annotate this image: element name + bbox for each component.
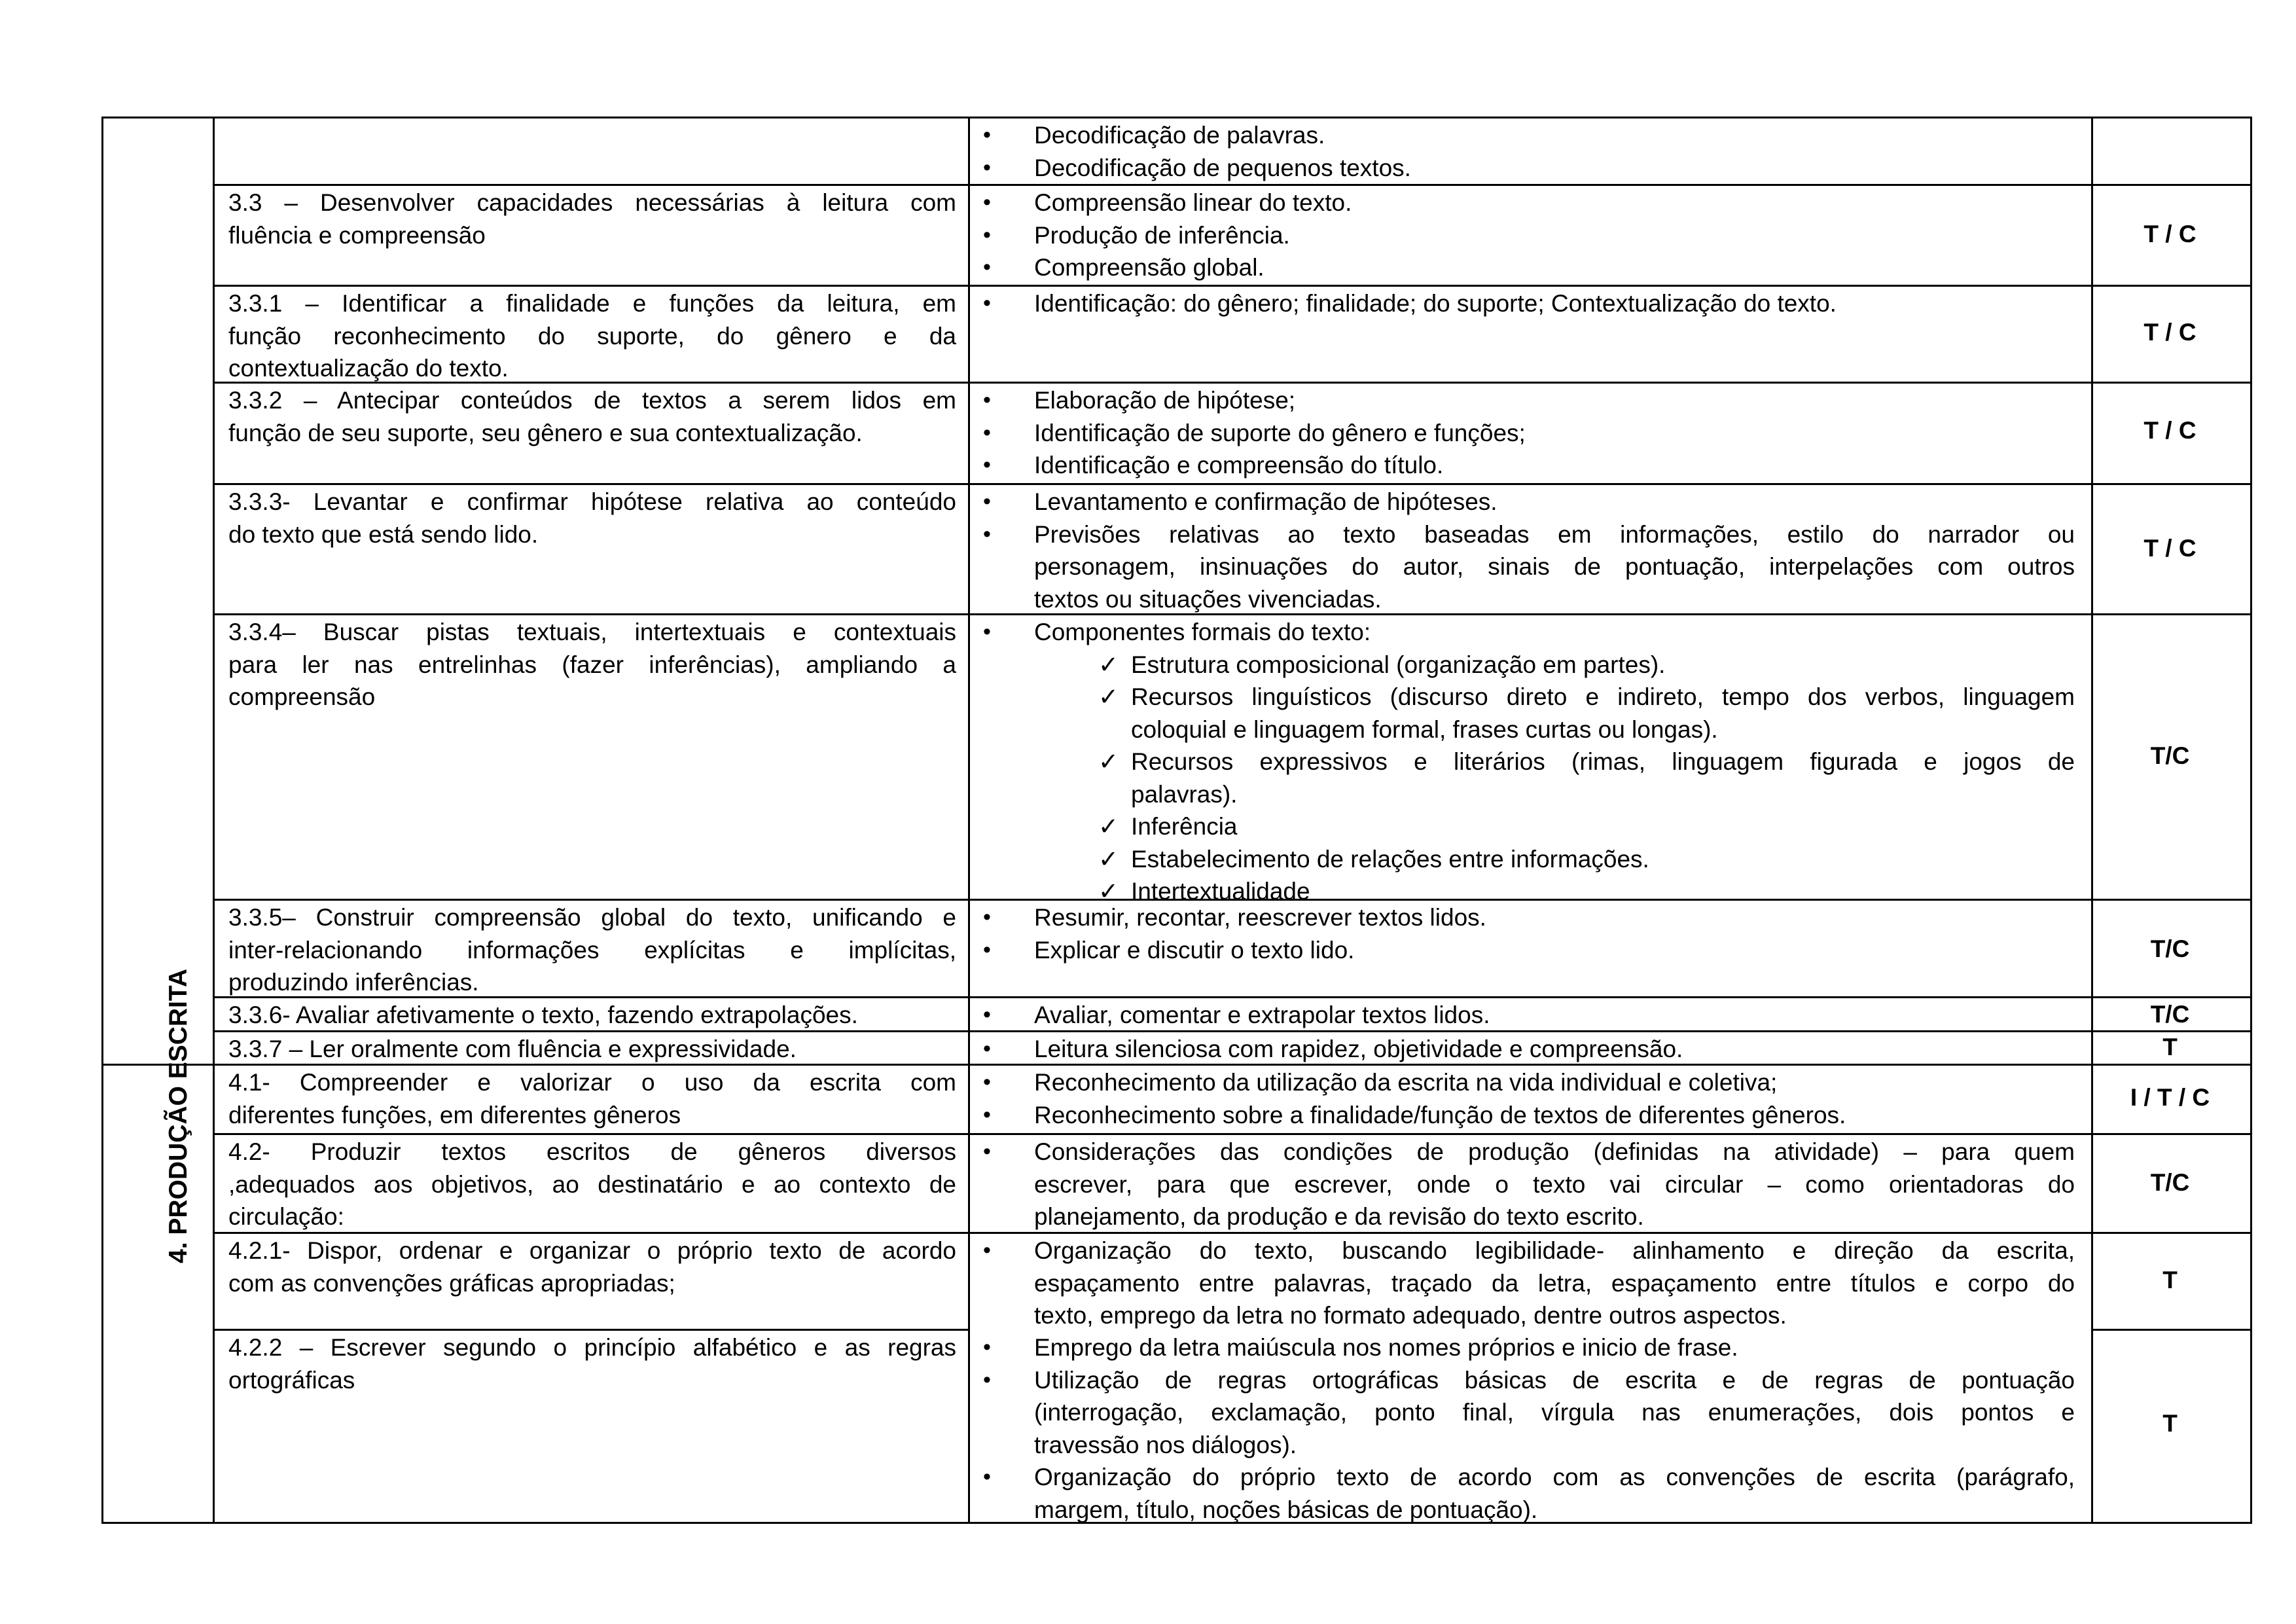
assessment-code: T [2162, 1410, 2178, 1437]
objective-line: fluência e compreensão [228, 221, 486, 249]
item-line: (interrogação, exclamação, ponto final, vírgula nas enumerações, dois pontos e [1034, 1399, 2075, 1426]
row-divider [213, 285, 2250, 287]
item-line [970, 746, 2075, 778]
bullet-item [970, 417, 2075, 450]
item-line: personagem, insinuações do autor, sinais de pontuação, interpelações com outros [1034, 553, 2075, 580]
item-text: Resumir, recontar, reescrever textos lidos. [1034, 904, 1486, 931]
item-text: Levantamento e confirmação de hipóteses. [1034, 488, 1498, 515]
objective-line: 3.3.7 – Ler oralmente com fluência e expressividade. [228, 1036, 797, 1062]
item-line [970, 384, 2075, 417]
objective-cell [228, 901, 956, 999]
bullet-icon: • [983, 122, 991, 147]
assessment-code: T / C [2144, 221, 2197, 247]
objective-cell [228, 999, 956, 1032]
item-text: Recursos expressivos e literários (rimas, linguagem figurada e jogos de [1131, 748, 2075, 775]
content-cell [970, 1136, 2075, 1233]
item-line: travessão nos diálogos). [1034, 1431, 1297, 1458]
item-line [970, 119, 2075, 152]
objective-line: ,adequados aos objetivos, ao destinatário e ao contexto de [228, 1170, 956, 1198]
bullet-item [970, 219, 2075, 252]
bullet-icon: • [983, 1070, 991, 1094]
checkmark-icon: ✓ [1098, 878, 1119, 905]
objective-line: produzindo inferências. [228, 969, 479, 996]
item-line [970, 1461, 2075, 1494]
table-border-top [101, 117, 2252, 118]
objective-line: 4.2.1- Dispor, ordenar e organizar o próprio texto de acordo [228, 1237, 956, 1264]
row-divider [213, 184, 2250, 186]
bullet-icon: • [983, 619, 991, 644]
item-text: Utilização de regras ortográficas básicas de escrita e de regras de pontuação [1034, 1366, 2075, 1394]
objective-cell [228, 287, 956, 385]
item-line [970, 649, 2075, 681]
item-text: Compreensão global. [1034, 254, 1265, 281]
objective-cell [228, 1033, 956, 1066]
item-text: Organização do texto, buscando legibilidade- alinhamento e direção da escrita, [1034, 1237, 2075, 1264]
item-text: Elaboração de hipótese; [1034, 387, 1296, 414]
assessment-code: T/C [2150, 935, 2190, 962]
bullet-icon: • [983, 489, 991, 514]
bullet-item [970, 187, 2075, 219]
bullet-icon: • [983, 452, 991, 477]
table-border-right [2250, 117, 2252, 1522]
content-cell [970, 901, 2075, 966]
checkmark-icon: ✓ [1098, 651, 1119, 678]
objective-line: para ler nas entrelinhas (fazer inferências), ampliando a [228, 651, 956, 678]
bullet-item [970, 1331, 2075, 1364]
content-cell [970, 999, 2075, 1032]
item-text: Componentes formais do texto: [1034, 619, 1371, 645]
bullet-icon: • [983, 291, 991, 316]
item-text: Identificação de suporte do gênero e funções; [1034, 419, 1526, 446]
item-text: Intertextualidade [1131, 878, 1310, 905]
assessment-code: T/C [2150, 1169, 2190, 1196]
table-border-left [101, 117, 103, 1522]
item-text: Estabelecimento de relações entre informações. [1131, 845, 1649, 873]
bullet-item [970, 287, 2075, 320]
section-label: 4. PRODUÇÃO ESCRITA [164, 969, 192, 1263]
bullet-item [970, 1461, 2075, 1526]
assessment-code: T [2162, 1267, 2178, 1293]
bullet-item [970, 1235, 2075, 1332]
bullet-item [970, 251, 2075, 284]
bullet-item [970, 1066, 2075, 1099]
content-cell [970, 287, 2075, 320]
item-line: escrever, para que escrever, onde o texto vai circular – como orientadoras do [1034, 1170, 2075, 1198]
objective-cell [228, 486, 956, 550]
content-cell [970, 187, 2075, 284]
item-text: Identificação e compreensão do título. [1034, 452, 1444, 478]
item-text: Estrutura composicional (organização em partes). [1131, 651, 1666, 678]
item-line [970, 934, 2075, 967]
assessment-code: T / C [2144, 319, 2197, 346]
item-line [970, 1136, 2075, 1168]
item-text: Leitura silenciosa com rapidez, objetividade e compreensão. [1034, 1036, 1683, 1062]
item-text: Decodificação de pequenos textos. [1034, 154, 1411, 181]
bullet-item [970, 518, 2075, 616]
objective-line: circulação: [228, 1203, 344, 1230]
bullet-icon: • [983, 222, 991, 247]
item-line [970, 1066, 2075, 1099]
item-text: Produção de inferência. [1034, 221, 1290, 249]
checkmark-icon: ✓ [1098, 813, 1119, 840]
content-cell [970, 384, 2075, 482]
column-divider [213, 117, 215, 1522]
item-text: Reconhecimento sobre a finalidade/função de textos de diferentes gêneros. [1034, 1101, 1846, 1128]
objective-line: 3.3.1 – Identificar a finalidade e funções da leitura, em [228, 290, 956, 317]
assessment-code: T / C [2144, 535, 2197, 562]
assessment-code: T/C [2150, 742, 2190, 769]
objective-cell [228, 1331, 956, 1396]
item-line [970, 901, 2075, 934]
item-line [970, 251, 2075, 284]
item-line: espaçamento entre palavras, traçado da letra, espaçamento entre títulos e corpo do [1034, 1269, 2075, 1297]
objective-line: 3.3.6- Avaliar afetivamente o texto, fazendo extrapolações. [228, 1001, 858, 1028]
content-cell [970, 119, 2075, 184]
item-text: Considerações das condições de produção (definidas na atividade) – para quem [1034, 1138, 2075, 1165]
bullet-item [970, 449, 2075, 482]
bullet-item [970, 1099, 2075, 1132]
item-text: Recursos linguísticos (discurso direto e indireto, tempo dos verbos, linguagem [1131, 683, 2075, 710]
content-cell [970, 1235, 2075, 1332]
item-line [970, 810, 2075, 843]
content-cell [970, 1033, 2075, 1066]
row-divider [213, 1329, 968, 1331]
objective-line: 4.2.2 – Escrever segundo o princípio alfabético e as regras [228, 1334, 956, 1361]
objective-line: 3.3.3- Levantar e confirmar hipótese relativa ao conteúdo [228, 488, 956, 515]
objective-cell [228, 1066, 956, 1131]
content-cell [970, 1331, 2075, 1526]
bullet-item [970, 384, 2075, 417]
objective-line: compreensão [228, 683, 376, 710]
objective-cell [228, 616, 956, 713]
bullet-item [970, 934, 2075, 967]
objective-cell [228, 1235, 956, 1299]
bullet-icon: • [983, 937, 991, 962]
bullet-icon: • [983, 1367, 991, 1392]
objective-cell [228, 1136, 956, 1233]
item-line: planejamento, da produção e da revisão do texto escrito. [1034, 1203, 1644, 1230]
item-text: Decodificação de palavras. [1034, 122, 1325, 149]
item-line [970, 999, 2075, 1032]
assessment-code: T/C [2150, 1001, 2190, 1028]
item-text: Previsões relativas ao texto baseadas em informações, estilo do narrador ou [1034, 520, 2075, 548]
item-text: Compreensão linear do texto. [1034, 189, 1352, 216]
item-line [970, 1331, 2075, 1364]
checklist-item [970, 746, 2075, 810]
bullet-item [970, 901, 2075, 934]
bullet-item [970, 1136, 2075, 1233]
item-line [970, 287, 2075, 320]
bullet-icon: • [983, 1139, 991, 1164]
item-text: Organização do próprio texto de acordo com as convenções de escrita (parágrafo, [1034, 1464, 2075, 1490]
item-line [970, 1364, 2075, 1397]
checklist-item [970, 810, 2075, 843]
objective-line: contextualização do texto. [228, 355, 509, 382]
bullet-item [970, 1364, 2075, 1462]
item-line [970, 152, 2075, 185]
bullet-icon: • [983, 1464, 991, 1489]
objective-line: com as convenções gráficas apropriadas; [228, 1269, 675, 1297]
checkmark-icon: ✓ [1098, 748, 1119, 775]
item-line: margem, título, noções básicas de pontuação). [1034, 1496, 1538, 1523]
objective-line: função reconhecimento do suporte, do gênero e da [228, 322, 956, 350]
item-line: textos ou situações vivenciadas. [1034, 585, 1382, 613]
content-cell [970, 486, 2075, 615]
bullet-item [970, 119, 2075, 152]
item-line: coloquial e linguagem formal, frases curtas ou longas). [1131, 715, 1718, 743]
item-line [970, 1099, 2075, 1132]
content-cell [970, 1066, 2075, 1131]
checklist-item [970, 843, 2075, 876]
item-line [970, 518, 2075, 551]
item-line: texto, emprego da letra no formato adequado, dentre outros aspectos. [1034, 1302, 1787, 1329]
bullet-item [970, 999, 2075, 1032]
item-line [970, 1235, 2075, 1267]
item-line [970, 843, 2075, 876]
bullet-icon: • [983, 1335, 991, 1360]
checkmark-icon: ✓ [1098, 845, 1119, 873]
item-line [970, 681, 2075, 713]
objective-line: 4.2- Produzir textos escritos de gêneros diversos [228, 1138, 956, 1165]
checklist-item [970, 649, 2075, 681]
assessment-code: T / C [2144, 417, 2197, 444]
bullet-icon: • [983, 1036, 991, 1061]
objective-line: 3.3.5– Construir compreensão global do texto, unificando e [228, 904, 956, 931]
item-line: palavras). [1131, 780, 1238, 808]
bullet-item [970, 1033, 2075, 1066]
objective-cell [228, 187, 956, 251]
bullet-item [970, 486, 2075, 518]
bullet-icon: • [983, 1102, 991, 1127]
objective-line: diferentes funções, em diferentes gêneros [228, 1101, 681, 1128]
item-text: Inferência [1131, 813, 1238, 840]
item-line [970, 486, 2075, 518]
bullet-item [970, 616, 2075, 649]
item-text: Avaliar, comentar e extrapolar textos lidos. [1034, 1001, 1490, 1028]
bullet-icon: • [983, 190, 991, 215]
checkmark-icon: ✓ [1098, 683, 1119, 710]
bullet-icon: • [983, 1238, 991, 1263]
bullet-icon: • [983, 521, 991, 547]
objective-line: 4.1- Compreender e valorizar o uso da escrita com [228, 1069, 956, 1096]
bullet-icon: • [983, 905, 991, 929]
objective-line: do texto que está sendo lido. [228, 520, 539, 548]
assessment-code: I / T / C [2130, 1084, 2210, 1111]
objective-line: 3.3.4– Buscar pistas textuais, intertextuais e contextuais [228, 619, 956, 645]
objective-line: função de seu suporte, seu gênero e sua contextualização. [228, 419, 863, 446]
item-line [970, 449, 2075, 482]
row-divider [213, 483, 2250, 485]
item-text: Explicar e discutir o texto lido. [1034, 936, 1355, 964]
objective-line: ortográficas [228, 1366, 355, 1394]
item-text: Identificação: do gênero; finalidade; do suporte; Contextualização do texto. [1034, 290, 1837, 317]
item-line [970, 219, 2075, 252]
item-text: Reconhecimento da utilização da escrita na vida individual e coletiva; [1034, 1069, 1778, 1096]
row-divider [213, 1133, 2250, 1135]
bullet-item [970, 152, 2075, 185]
objective-cell [228, 384, 956, 449]
bullet-icon: • [983, 388, 991, 412]
bullet-icon: • [983, 420, 991, 445]
item-line [970, 417, 2075, 450]
objective-line: inter-relacionando informações explícitas e implícitas, [228, 936, 956, 964]
bullet-icon: • [983, 1002, 991, 1027]
assessment-code: T [2162, 1034, 2178, 1060]
bullet-icon: • [983, 154, 991, 180]
content-cell [970, 616, 2075, 908]
item-line [970, 1033, 2075, 1066]
objective-line: 3.3.2 – Antecipar conteúdos de textos a serem lidos em [228, 387, 956, 414]
item-line [970, 187, 2075, 219]
row-divider [2091, 1329, 2250, 1331]
item-line [970, 616, 2075, 649]
objective-line: 3.3 – Desenvolver capacidades necessárias à leitura com [228, 189, 956, 216]
checklist-item [970, 681, 2075, 746]
bullet-icon: • [983, 255, 991, 280]
item-text: Emprego da letra maiúscula nos nomes próprios e inicio de frase. [1034, 1334, 1738, 1361]
